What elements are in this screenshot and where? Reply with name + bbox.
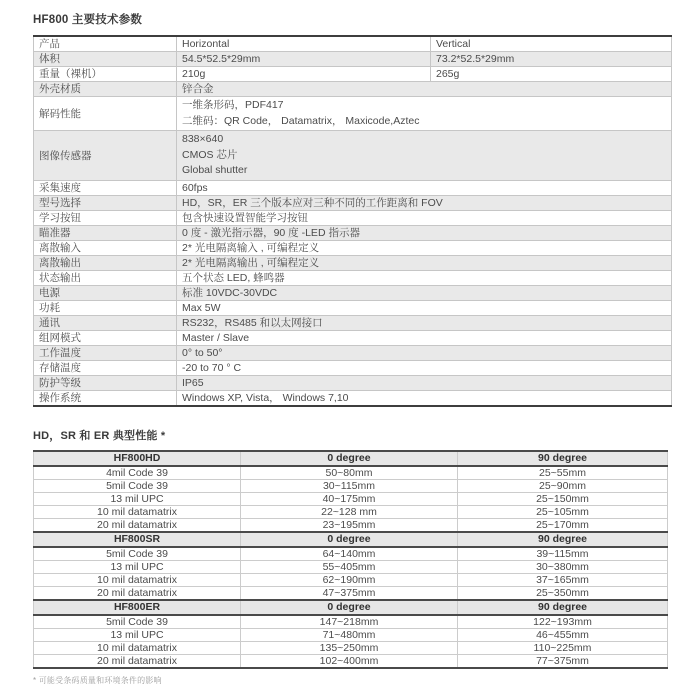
perf-row: [34, 641, 668, 654]
perf-row: [34, 628, 668, 641]
perf-table-body: [34, 451, 668, 668]
code-type: 4mil Code 39: [34, 466, 241, 480]
spec-table-body: [34, 36, 672, 406]
spec-row: [34, 195, 672, 210]
code-type: 5mil Code 39: [34, 547, 241, 561]
spec-row-value: -20 to 70 ° C: [177, 360, 672, 375]
spec-row: [34, 360, 672, 375]
spec-row-value: 包含快速设置智能学习按钮: [177, 210, 672, 225]
model-header: HF800SR: [34, 532, 241, 547]
perf-section-header-row: [34, 532, 668, 547]
spec-row-label: 电源: [34, 285, 177, 300]
perf-row: [34, 479, 668, 492]
spec-row-label: 学习按钮: [34, 210, 177, 225]
degree-header: 90 degree: [458, 532, 668, 547]
footnote: * 可能受条码质量和环境条件的影响: [33, 675, 162, 685]
spec-row-label: 采集速度: [34, 180, 177, 195]
spec-row-label: 产品: [34, 36, 177, 52]
range-0-degree: 64~140mm: [241, 547, 458, 561]
spec-row-label: 离散输出: [34, 255, 177, 270]
spec-row: [34, 36, 672, 52]
range-90-degree: 122~193mm: [458, 615, 668, 629]
spec-row-label: 外壳材质: [34, 82, 177, 97]
spec-row-value: Windows XP, Vista， Windows 7,10: [177, 390, 672, 406]
spec-row-label: 存储温度: [34, 360, 177, 375]
spec-value-line: CMOS 芯片: [182, 148, 238, 161]
code-type: 10 mil datamatrix: [34, 505, 241, 518]
spec-row: [34, 330, 672, 345]
spec-row: [34, 52, 672, 67]
spec-row-value: Vertical: [431, 36, 672, 52]
spec-row: [34, 315, 672, 330]
perf-row: [34, 573, 668, 586]
code-type: 10 mil datamatrix: [34, 573, 241, 586]
spec-row-value: 54.5*52.5*29mm: [177, 52, 431, 67]
code-type: 20 mil datamatrix: [34, 654, 241, 668]
spec-row: [34, 270, 672, 285]
spec-row-label: 状态输出: [34, 270, 177, 285]
range-90-degree: 46~455mm: [458, 628, 668, 641]
spec-row-label: 通讯: [34, 315, 177, 330]
perf-row: [34, 518, 668, 532]
perf-section-header-row: [34, 451, 668, 466]
spec-row-value: [177, 97, 672, 131]
perf-row: [34, 492, 668, 505]
spec-value-line: 二维码：QR Code， Datamatrix， Maxicode,Aztec: [182, 114, 420, 127]
code-type: 13 mil UPC: [34, 560, 241, 573]
spec-row: [34, 225, 672, 240]
range-90-degree: 25~105mm: [458, 505, 668, 518]
model-header: HF800ER: [34, 600, 241, 615]
spec-row-label: 瞄准器: [34, 225, 177, 240]
range-90-degree: 39~115mm: [458, 547, 668, 561]
spec-row: [34, 345, 672, 360]
performance-table-title: HD，SR 和 ER 典型性能 *: [33, 429, 166, 442]
spec-table: [33, 35, 672, 407]
range-0-degree: 147~218mm: [241, 615, 458, 629]
degree-header: 90 degree: [458, 451, 668, 466]
spec-row-label: 型号选择: [34, 195, 177, 210]
code-type: 13 mil UPC: [34, 628, 241, 641]
spec-row-value: Max 5W: [177, 300, 672, 315]
spec-row-value: 0° to 50°: [177, 345, 672, 360]
range-90-degree: 110~225mm: [458, 641, 668, 654]
range-0-degree: 40~175mm: [241, 492, 458, 505]
range-0-degree: 30~115mm: [241, 479, 458, 492]
degree-header: 90 degree: [458, 600, 668, 615]
code-type: 5mil Code 39: [34, 615, 241, 629]
spec-row-label: 图像传感器: [34, 131, 177, 181]
spec-row-value: 2* 光电隔离输出 , 可编程定义: [177, 255, 672, 270]
performance-table: [33, 450, 668, 669]
spec-row-label: 操作系统: [34, 390, 177, 406]
spec-row-label: 防护等级: [34, 375, 177, 390]
spec-table-title: HF800 主要技术参数: [33, 14, 143, 26]
range-0-degree: 71~480mm: [241, 628, 458, 641]
spec-row: [34, 82, 672, 97]
range-0-degree: 50~80mm: [241, 466, 458, 480]
range-90-degree: 25~55mm: [458, 466, 668, 480]
degree-header: 0 degree: [241, 451, 458, 466]
spec-row-label: 体积: [34, 52, 177, 67]
spec-row-label: 工作温度: [34, 345, 177, 360]
code-type: 20 mil datamatrix: [34, 586, 241, 600]
spec-row-value: 2* 光电隔离输入 , 可编程定义: [177, 240, 672, 255]
model-header: HF800HD: [34, 451, 241, 466]
spec-row-label: 功耗: [34, 300, 177, 315]
range-90-degree: 25~350mm: [458, 586, 668, 600]
perf-row: [34, 466, 668, 480]
degree-header: 0 degree: [241, 600, 458, 615]
range-0-degree: 22~128 mm: [241, 505, 458, 518]
perf-row: [34, 560, 668, 573]
range-90-degree: 77~375mm: [458, 654, 668, 668]
spec-row-value: 73.2*52.5*29mm: [431, 52, 672, 67]
spec-row: [34, 131, 672, 181]
spec-row-value: 标准 10VDC-30VDC: [177, 285, 672, 300]
range-0-degree: 23~195mm: [241, 518, 458, 532]
spec-row-label: 离散输入: [34, 240, 177, 255]
spec-row: [34, 97, 672, 131]
range-0-degree: 102~400mm: [241, 654, 458, 668]
spec-row: [34, 255, 672, 270]
code-type: 5mil Code 39: [34, 479, 241, 492]
perf-row: [34, 505, 668, 518]
spec-row-value: 锌合金: [177, 82, 672, 97]
range-90-degree: 37~165mm: [458, 573, 668, 586]
range-0-degree: 62~190mm: [241, 573, 458, 586]
spec-row-value: RS232，RS485 和以太网接口: [177, 315, 672, 330]
spec-value-line: Global shutter: [182, 164, 248, 177]
spec-row-value: Master / Slave: [177, 330, 672, 345]
spec-row-value: 五个状态 LED, 蜂鸣器: [177, 270, 672, 285]
spec-row-value: Horizontal: [177, 36, 431, 52]
spec-row: [34, 300, 672, 315]
spec-row-value: [177, 131, 672, 181]
perf-section-header-row: [34, 600, 668, 615]
spec-value-line: 838×640: [182, 133, 224, 146]
spec-row: [34, 390, 672, 406]
perf-row: [34, 654, 668, 668]
code-type: 20 mil datamatrix: [34, 518, 241, 532]
spec-row-value: 265g: [431, 67, 672, 82]
range-90-degree: 25~90mm: [458, 479, 668, 492]
perf-row: [34, 547, 668, 561]
spec-value-line: 一维条形码，PDF417: [182, 99, 284, 111]
range-90-degree: 25~170mm: [458, 518, 668, 532]
degree-header: 0 degree: [241, 532, 458, 547]
spec-row-value: 210g: [177, 67, 431, 82]
range-0-degree: 55~405mm: [241, 560, 458, 573]
spec-row: [34, 67, 672, 82]
spec-row-value: 60fps: [177, 180, 672, 195]
spec-row: [34, 210, 672, 225]
code-type: 13 mil UPC: [34, 492, 241, 505]
range-0-degree: 47~375mm: [241, 586, 458, 600]
spec-row: [34, 285, 672, 300]
spec-row-label: 组网模式: [34, 330, 177, 345]
spec-row-value: HD，SR，ER 三个版本应对三种不同的工作距离和 FOV: [177, 195, 672, 210]
spec-row: [34, 180, 672, 195]
perf-row: [34, 586, 668, 600]
spec-row-value: IP65: [177, 375, 672, 390]
perf-row: [34, 615, 668, 629]
spec-row-label: 重量（裸机）: [34, 67, 177, 82]
spec-row-label: 解码性能: [34, 97, 177, 131]
spec-row: [34, 375, 672, 390]
range-90-degree: 25~150mm: [458, 492, 668, 505]
spec-row-value: 0 度 - 激光指示器，90 度 -LED 指示器: [177, 225, 672, 240]
range-0-degree: 135~250mm: [241, 641, 458, 654]
range-90-degree: 30~380mm: [458, 560, 668, 573]
spec-row: [34, 240, 672, 255]
code-type: 10 mil datamatrix: [34, 641, 241, 654]
